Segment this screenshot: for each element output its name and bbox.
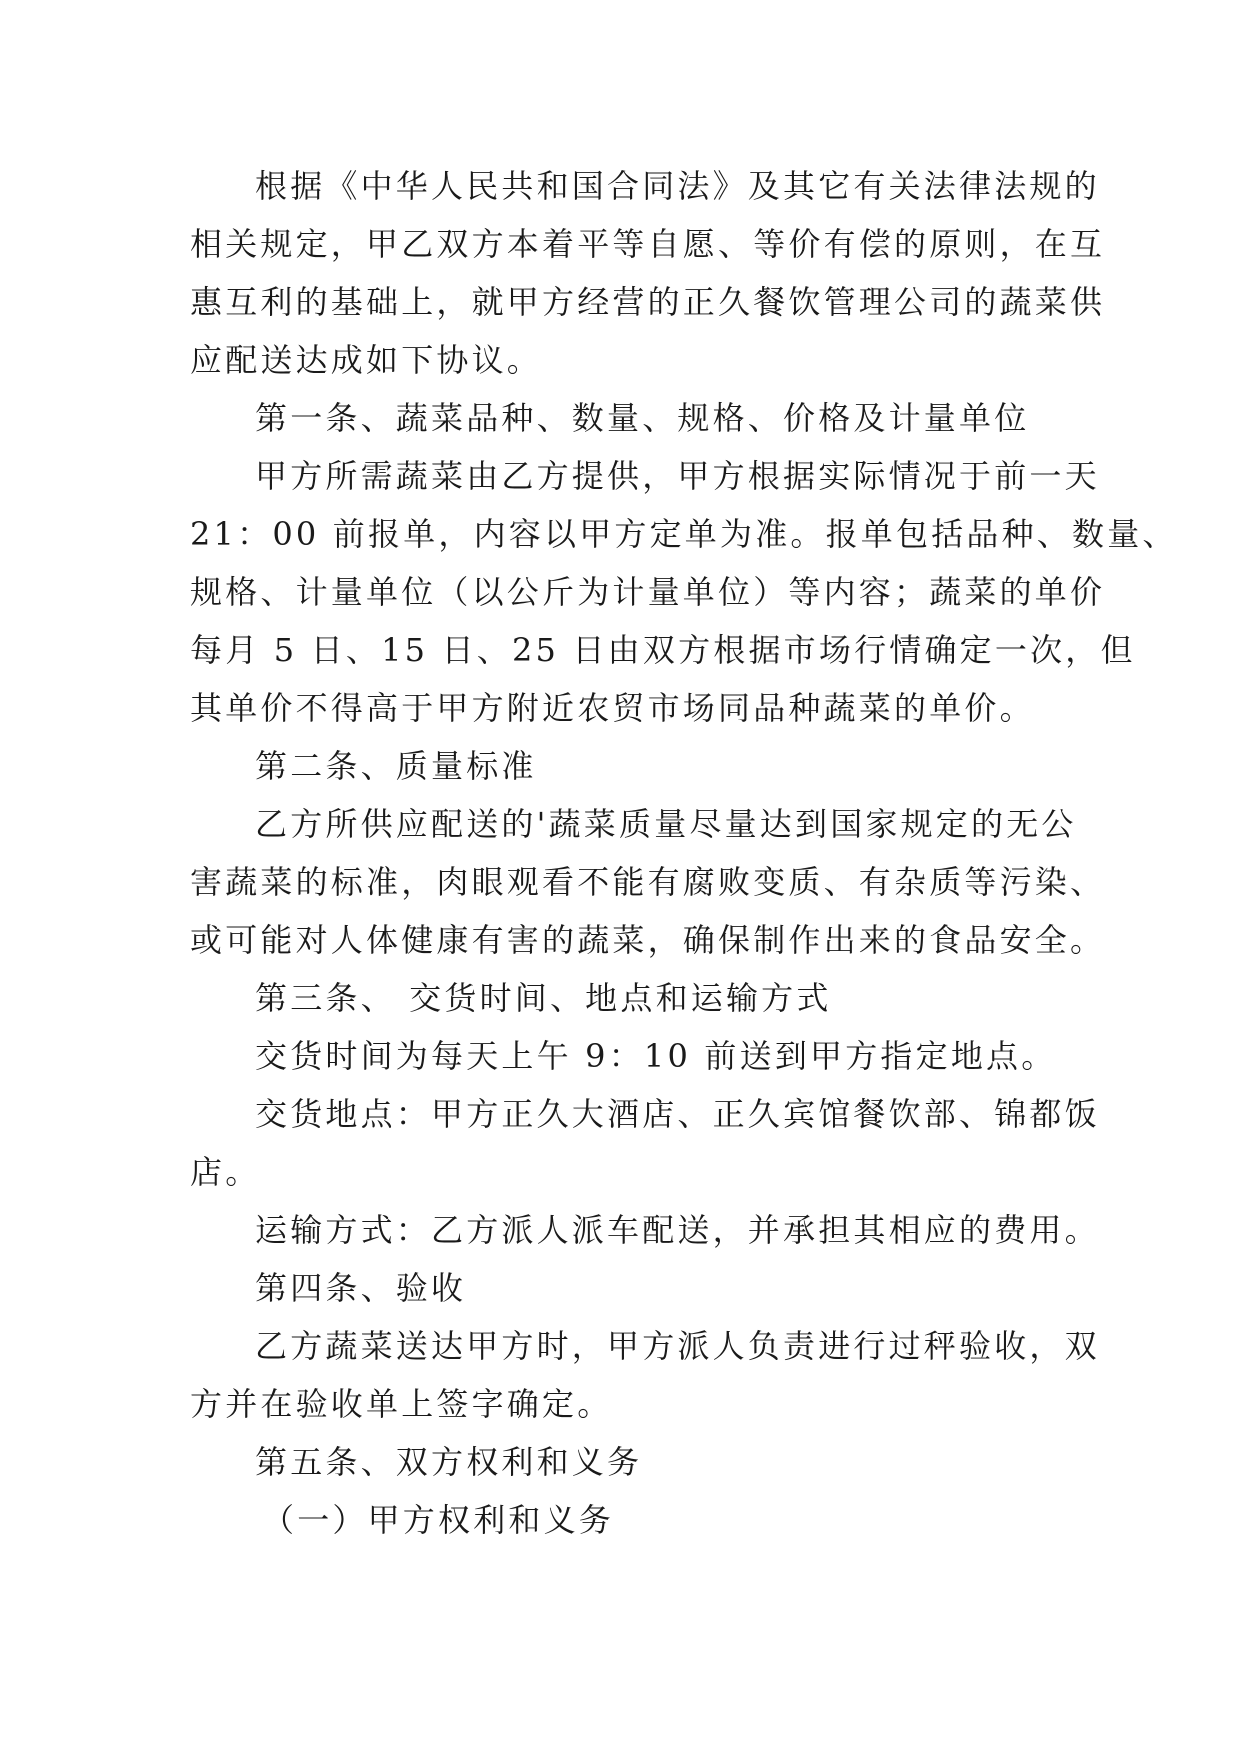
paragraph-line: 交货时间为每天上午 9：10 前送到甲方指定地点。 — [255, 1037, 1057, 1075]
article-heading: 第二条、质量标准 — [255, 747, 537, 785]
paragraph-line: 运输方式：乙方派人派车配送，并承担其相应的费用。 — [255, 1211, 1100, 1249]
paragraph-line: 或可能对人体健康有害的蔬菜，确保制作出来的食品安全。 — [190, 921, 1106, 959]
paragraph-line: 21：00 前报单，内容以甲方定单为准。报单包括品种、数量、 — [190, 515, 1178, 553]
paragraph-line: 相关规定，甲乙双方本着平等自愿、等价有偿的原则，在互 — [190, 225, 1106, 263]
paragraph-line: 乙方蔬菜送达甲方时，甲方派人负责进行过秤验收，双 — [255, 1327, 1100, 1365]
article-heading: 第一条、蔬菜品种、数量、规格、价格及计量单位 — [255, 399, 1030, 437]
paragraph-line: 交货地点：甲方正久大酒店、正久宾馆餐饮部、锦都饭 — [255, 1095, 1100, 1133]
paragraph-line: 方并在验收单上签字确定。 — [190, 1385, 613, 1423]
paragraph-line: 害蔬菜的标准，肉眼观看不能有腐败变质、有杂质等污染、 — [190, 863, 1106, 901]
paragraph-line: 应配送达成如下协议。 — [190, 341, 543, 379]
section-heading: （一）甲方权利和义务 — [262, 1501, 615, 1539]
paragraph-line: 惠互利的基础上，就甲方经营的正久餐饮管理公司的蔬菜供 — [190, 283, 1106, 321]
paragraph-line: 乙方所供应配送的'蔬菜质量尽量达到国家规定的无公 — [255, 805, 1077, 843]
article-heading: 第三条、 交货时间、地点和运输方式 — [255, 979, 832, 1017]
article-heading: 第五条、双方权利和义务 — [255, 1443, 643, 1481]
paragraph-line: 每月 5 日、15 日、25 日由双方根据市场行情确定一次，但 — [190, 631, 1136, 669]
article-heading: 第四条、验收 — [255, 1269, 467, 1307]
paragraph-line: 其单价不得高于甲方附近农贸市场同品种蔬菜的单价。 — [190, 689, 1035, 727]
paragraph-line: 甲方所需蔬菜由乙方提供，甲方根据实际情况于前一天 — [255, 457, 1100, 495]
paragraph-line: 根据《中华人民共和国合同法》及其它有关法律法规的 — [255, 167, 1100, 205]
paragraph-line: 店。 — [190, 1153, 261, 1191]
paragraph-line: 规格、计量单位（以公斤为计量单位）等内容；蔬菜的单价 — [190, 573, 1106, 611]
